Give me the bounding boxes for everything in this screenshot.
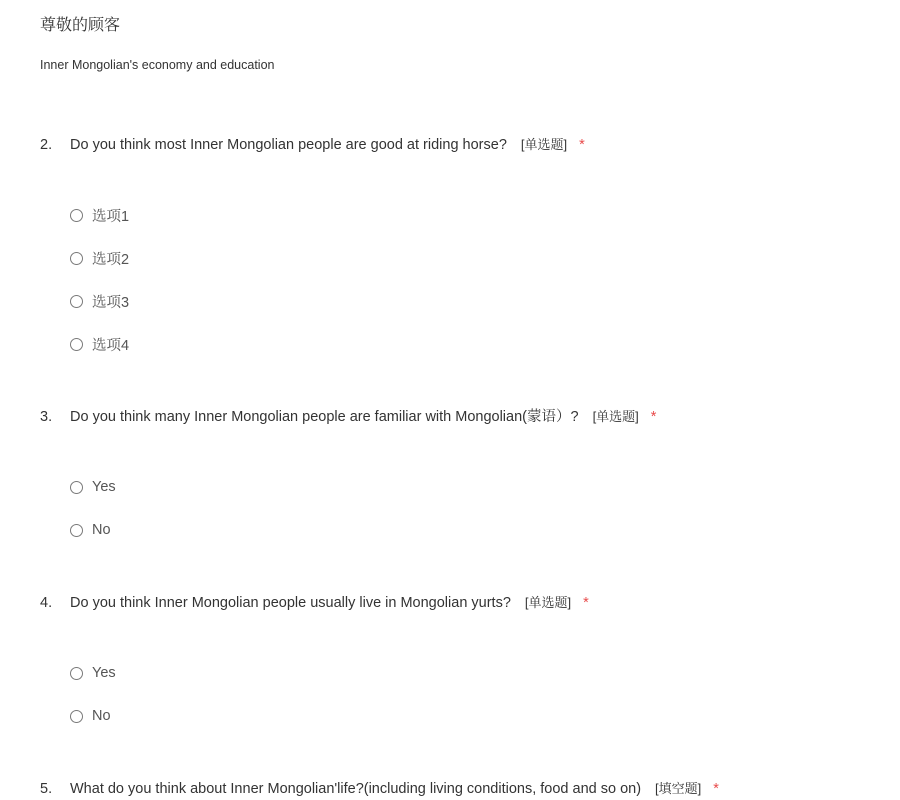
radio-button[interactable] [70,524,83,537]
option-label: 选项4 [92,337,130,354]
option-q3-no[interactable] [70,520,111,540]
radio-button[interactable] [70,338,83,351]
option-label: Yes [92,479,116,495]
question-type-tag: [单选题] [592,409,639,424]
radio-button[interactable] [70,667,83,680]
required-marker: * [583,595,589,611]
survey-subtitle: Inner Mongolian's economy and education [40,58,275,72]
option-q2-2[interactable] [70,248,129,268]
option-q2-4[interactable] [70,334,129,354]
question-type-tag: [填空题] [655,781,702,796]
question-4 [40,593,880,613]
question-text: Do you think Inner Mongolian people usually live in Mongolian yurts? [70,595,511,611]
question-number: 5. [40,781,53,797]
greeting-title: 尊敬的顾客 [40,17,121,34]
option-label: No [92,708,111,724]
radio-button[interactable] [70,710,83,723]
option-label: 选项1 [92,208,130,225]
question-3 [40,407,880,427]
question-text: Do you think many Inner Mongolian people are familiar with Mongolian(蒙语）? [70,409,579,425]
radio-button[interactable] [70,295,83,308]
question-number: 3. [40,409,53,425]
option-q4-no[interactable] [70,706,111,726]
required-marker: * [579,137,585,153]
question-number: 2. [40,137,53,153]
question-2 [40,135,880,155]
option-label: 选项2 [92,251,130,268]
required-marker: * [650,409,657,425]
question-number: 4. [40,595,53,611]
option-label: 选项3 [92,294,130,311]
option-label: No [92,522,111,538]
question-type-tag: [单选题] [524,595,572,610]
option-q2-1[interactable] [70,205,129,225]
question-text: Do you think most Inner Mongolian people are good at riding horse? [70,137,507,153]
option-q4-yes[interactable] [70,663,116,683]
radio-button[interactable] [70,252,83,265]
option-q2-3[interactable] [70,291,129,311]
radio-button[interactable] [70,209,83,222]
required-marker: * [713,781,719,797]
option-q3-yes[interactable] [70,477,116,497]
option-label: Yes [92,665,116,681]
question-text: What do you think about Inner Mongolian'life?(including living conditions, food and so on) [70,781,642,797]
question-5 [40,779,880,799]
radio-button[interactable] [70,481,83,494]
question-type-tag: [单选题] [520,137,568,152]
